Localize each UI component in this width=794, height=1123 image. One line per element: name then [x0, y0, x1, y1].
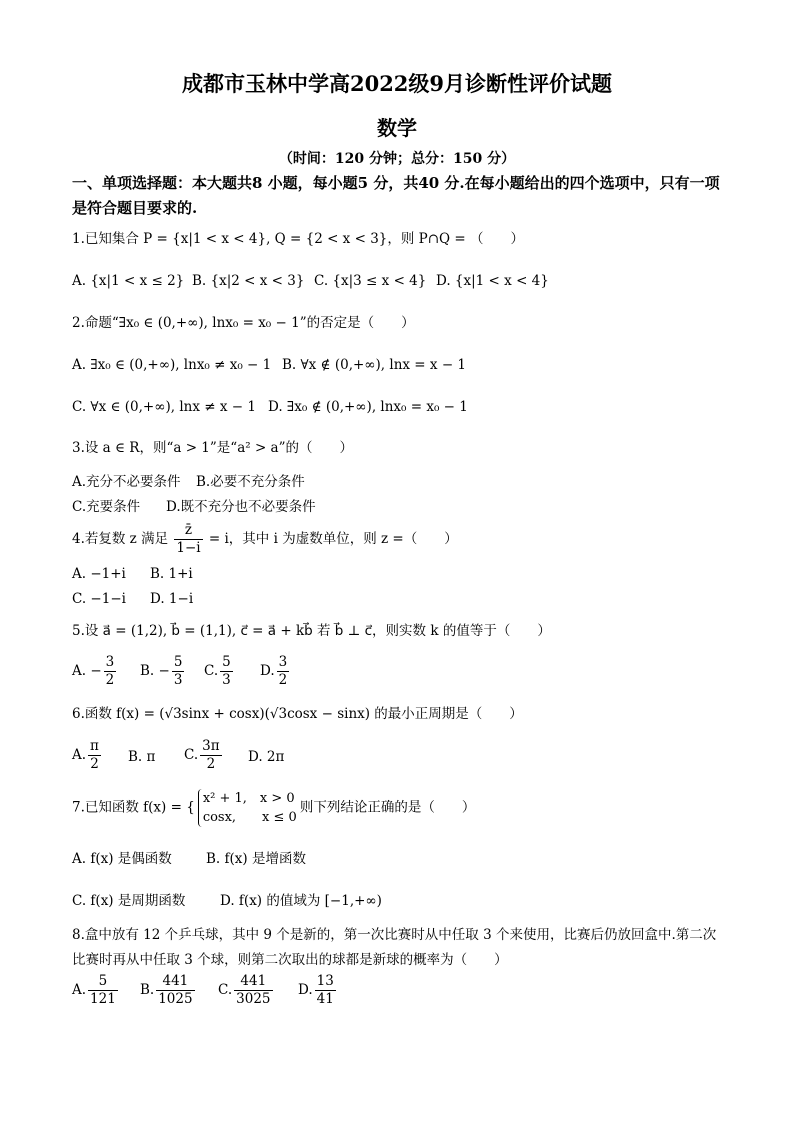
q7-stem-pre: 7.已知函数 f(x) = {: [72, 799, 195, 816]
q1-option-b: B. {x|2 < x < 3}: [192, 273, 305, 289]
q5-option-a: [72, 654, 118, 689]
subject-title: 数学: [377, 116, 417, 140]
q4-option-c: C. −1−i: [72, 591, 126, 607]
question-5-stem: 5.设 a⃗ = (1,2), b⃗ = (1,1), c⃗ = a⃗ + kb⃗ 若 b⃗ ⊥ c⃗，则实数 k 的值等于（ ）: [72, 623, 551, 639]
q6-a-fraction: [88, 738, 101, 773]
q6-option-a: [72, 738, 103, 773]
question-8-stem-line-2: 比赛时再从中任取 3 个球，则第二次取出的球都是新球的概率为（ ）: [72, 952, 508, 968]
q8-b-den: 1025: [158, 991, 193, 1007]
q5-c-num: 5: [222, 654, 231, 670]
q2-option-d: D. ∃x₀ ∉ (0,+∞), lnx₀ = x₀ − 1: [268, 399, 468, 415]
q5-b-fraction: [172, 654, 185, 689]
question-4-stem: [72, 522, 458, 557]
q3-option-d: D.既不充分也不必要条件: [166, 499, 316, 515]
q4-option-d: D. 1−i: [150, 591, 194, 607]
q6-option-d: D. 2π: [248, 749, 285, 765]
q4-stem-post: = i，其中 i 为虚数单位，则 z =（ ）: [208, 531, 458, 547]
q6-c-fraction: [200, 738, 221, 773]
q7-stem-post: 则下列结论正确的是（ ）: [299, 799, 476, 816]
q8-b-num: 441: [156, 973, 194, 991]
q8-a-label: A.: [72, 982, 87, 998]
q1-option-a: A. {x|1 < x ≤ 2}: [72, 273, 185, 289]
q5-d-num: 3: [278, 654, 288, 670]
q7-option-c: C. f(x) 是周期函数: [72, 893, 186, 909]
q8-d-fraction: [315, 973, 336, 1008]
q2-option-c: C. ∀x ∈ (0,+∞), lnx ≠ x − 1: [72, 399, 256, 415]
q4-fraction: [174, 522, 202, 557]
q8-c-den: 3025: [236, 991, 271, 1007]
q2-option-a: A. ∃x₀ ∈ (0,+∞), lnx₀ ≠ x₀ − 1: [72, 357, 272, 373]
q5-b-num: 5: [173, 654, 183, 670]
q8-c-label: C.: [218, 982, 233, 998]
q8-option-b: [140, 973, 197, 1008]
q6-a-label: A.: [72, 747, 87, 763]
question-1-stem: 1.已知集合 P = {x|1 < x < 4}, Q = {2 < x < 3}，则 P∩Q = （ ）: [72, 231, 525, 247]
q8-d-num: 13: [316, 973, 334, 989]
q6-c-label: C.: [184, 747, 199, 763]
q8-a-num: 5: [88, 973, 118, 991]
q5-c-den: 3: [222, 672, 231, 688]
q8-option-c: [218, 973, 275, 1008]
q5-a-fraction: [104, 654, 117, 689]
question-8-stem-line-1: 8.盒中放有 12 个乒乓球，其中 9 个是新的，第一次比赛时从中任取 3 个来使用，比赛后仍放回盒中.第二次: [72, 927, 717, 943]
q5-a-num: 3: [105, 654, 115, 670]
q4-option-b: B. 1+i: [150, 566, 193, 582]
q5-b-label: B. −: [140, 663, 170, 679]
q6-c-den: 2: [206, 756, 216, 772]
q4-frac-numerator: z̄: [174, 522, 202, 540]
q5-d-den: 2: [278, 672, 288, 688]
q8-b-label: B.: [140, 982, 155, 998]
q5-option-b: [140, 654, 186, 689]
q6-c-num: 3π: [202, 738, 220, 754]
q1-option-c: C. {x|3 ≤ x < 4}: [314, 273, 427, 289]
q8-a-den: 121: [90, 991, 116, 1007]
q4-option-a: A. −1+i: [72, 566, 126, 582]
q8-d-den: 41: [316, 991, 334, 1007]
q5-d-fraction: [277, 654, 290, 689]
q2-option-b: B. ∀x ∉ (0,+∞), lnx = x − 1: [282, 357, 467, 373]
question-3-stem: 3.设 a ∈ R，则“a > 1”是“a² > a”的（ ）: [72, 440, 354, 456]
question-6-stem: 6.函数 f(x) = (√3sinx + cosx)(√3cosx − sinx) 的最小正周期是（ ）: [72, 706, 523, 722]
q5-a-den: 2: [105, 672, 115, 688]
q1-option-d: D. {x|1 < x < 4}: [436, 273, 549, 289]
q6-a-num: π: [90, 738, 99, 754]
q3-option-b: B.必要不充分条件: [196, 474, 305, 490]
q3-option-c: C.充要条件: [72, 499, 141, 515]
q4-frac-denominator: 1−i: [176, 540, 201, 556]
q8-c-fraction: [234, 973, 272, 1008]
exam-title: 成都市玉林中学高2022级9月诊断性评价试题: [181, 71, 613, 96]
q3-option-a: A.充分不必要条件: [72, 474, 181, 490]
exam-info: （时间：120 分钟；总分：150 分）: [278, 151, 516, 167]
q8-a-fraction: [88, 973, 118, 1008]
q6-option-b: B. π: [128, 749, 156, 765]
question-7-stem: [72, 789, 475, 827]
q6-a-den: 2: [90, 756, 99, 772]
q6-option-c: [184, 738, 224, 773]
q5-option-d: [260, 654, 291, 689]
q7-option-d: D. f(x) 的值域为 [−1,+∞): [220, 893, 382, 909]
q8-c-num: 441: [234, 973, 272, 991]
q8-d-label: D.: [298, 982, 313, 998]
q5-c-label: C.: [204, 663, 219, 679]
section-heading: 一、单项选择题：本大题共8 小题，每小题5 分，共40 分.在每小题给出的四个选项中，只有一项是符合题目要求的.: [72, 174, 720, 217]
q8-b-fraction: [156, 973, 194, 1008]
q8-option-d: [298, 973, 338, 1008]
q7-case-2: cosx, x ≤ 0: [202, 810, 297, 825]
question-2-stem: 2.命题“∃x₀ ∈ (0,+∞), lnx₀ = x₀ − 1”的否定是（ ）: [72, 315, 415, 331]
q7-option-b: B. f(x) 是增函数: [206, 851, 306, 867]
q7-case-1: x² + 1, x > 0: [202, 791, 295, 806]
q7-option-a: A. f(x) 是偶函数: [72, 851, 172, 867]
q4-stem-pre: 4.若复数 z 满足: [72, 531, 169, 547]
q5-option-c: [204, 654, 235, 689]
q8-option-a: [72, 973, 120, 1008]
q5-c-fraction: [220, 654, 233, 689]
q7-piecewise: [198, 789, 297, 827]
q5-d-label: D.: [260, 663, 275, 679]
q5-b-den: 3: [173, 672, 183, 688]
q5-a-label: A. −: [72, 663, 102, 679]
